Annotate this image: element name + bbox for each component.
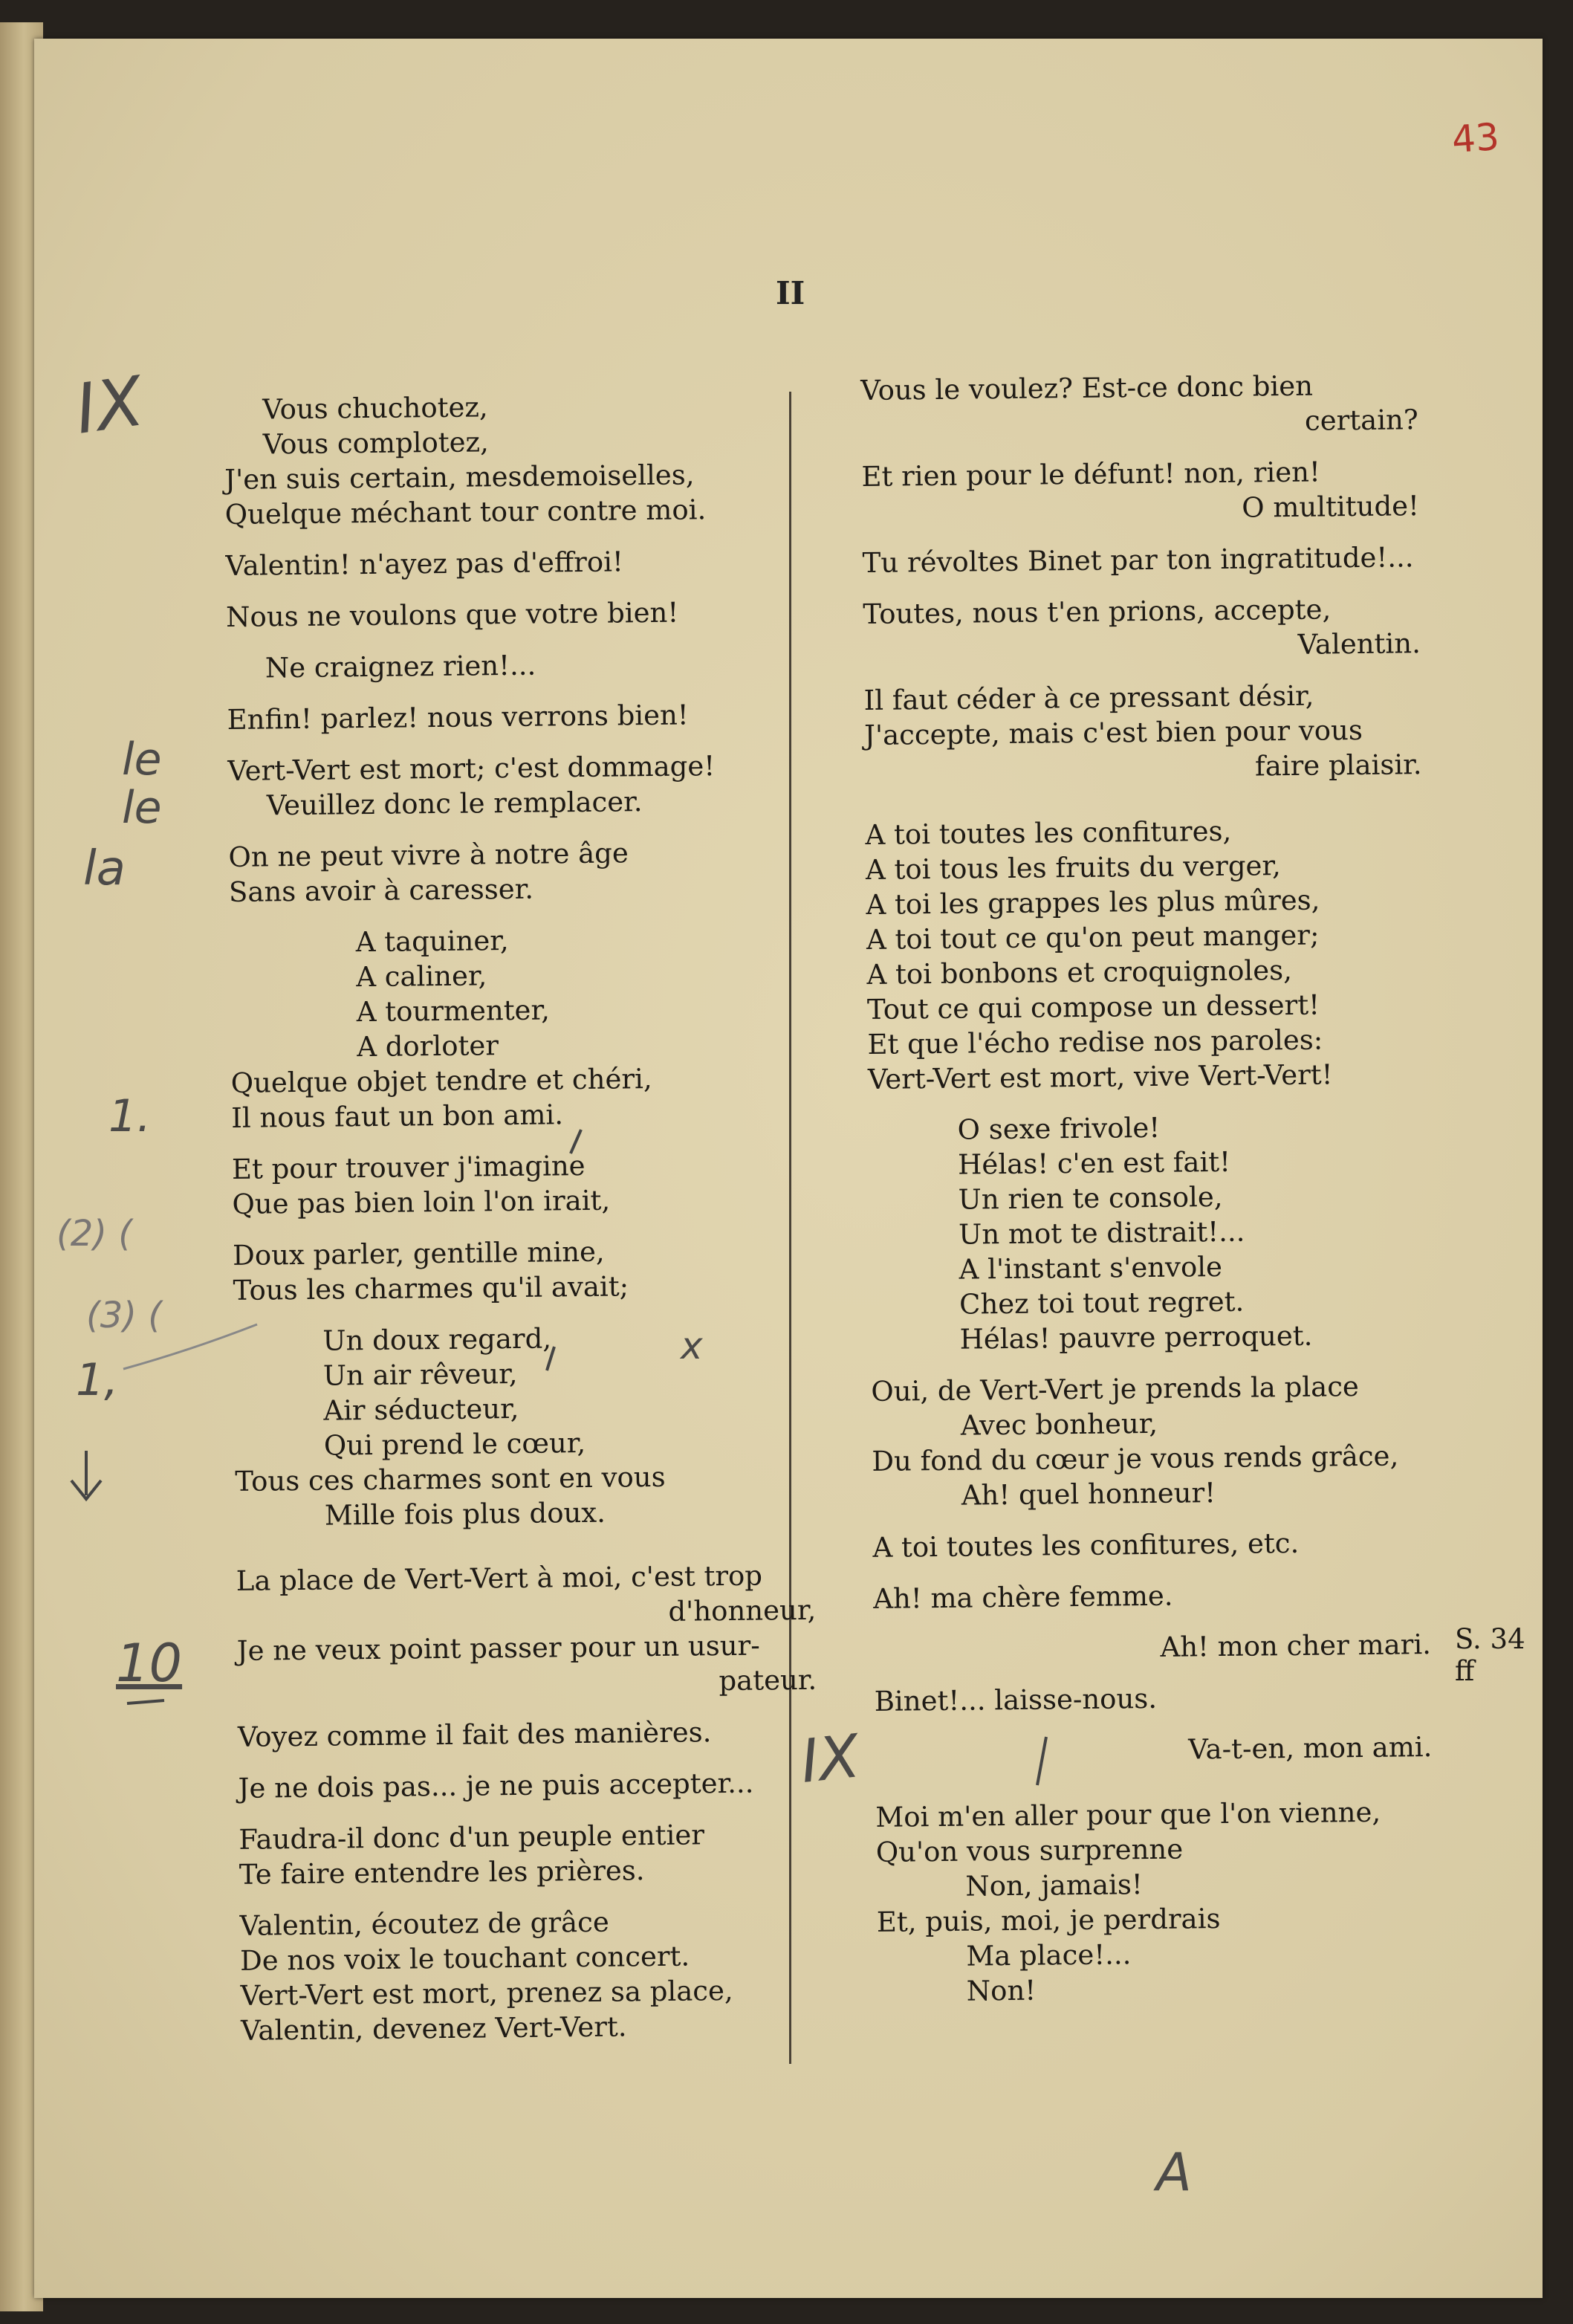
verse-line: pateur. [719, 1663, 817, 1697]
verse-line: Valentin! n'ayez pas d'effroi! [225, 546, 624, 582]
pencil-stroke [123, 1324, 257, 1369]
verse-line: A toi toutes les confitures, etc. [872, 1527, 1300, 1564]
pencil-strokes [34, 39, 1543, 2298]
verse-line: Il nous faut un bon ami. [231, 1098, 564, 1134]
verse-line: certain? [1304, 404, 1418, 437]
verse-line: Enfin! parlez! nous verrons bien! [227, 699, 689, 736]
verse-line: Tous les charmes qu'il avait; [233, 1270, 629, 1307]
verse-line: Un air rêveur, [322, 1357, 518, 1392]
verse-line: Il faut céder à ce pressant désir, [863, 679, 1314, 716]
verse-line: Ah! quel honneur! [961, 1477, 1216, 1512]
verse-line: A taquiner, [355, 925, 509, 959]
verse-line: Vous complotez, [262, 426, 490, 461]
verse-line: La place de Vert-Vert à moi, c'est trop [236, 1559, 763, 1597]
verse-line: Que pas bien loin l'on irait, [232, 1184, 611, 1220]
pencil-mark: x [681, 1324, 703, 1367]
verse-line: Vous le voulez? Est-ce donc bien [860, 369, 1314, 407]
folio-number: 43 [1450, 114, 1501, 162]
verse-line: Un rien te console, [958, 1180, 1223, 1216]
pencil-stroke [1037, 1737, 1046, 1785]
verse-line: Et, puis, moi, je perdrais [876, 1903, 1221, 1938]
verse-line: Ma place!... [966, 1938, 1132, 1972]
verse-line: Non! [966, 1974, 1037, 2007]
verse-line: Ne craignez rien!... [265, 649, 536, 684]
verse-line: Qui prend le cœur, [323, 1426, 586, 1462]
verse-line: Te faire entendre les prières. [239, 1854, 645, 1891]
verse-line: Hélas! c'en est fait! [957, 1145, 1231, 1181]
verse-line: Quelque méchant tour contre moi. [224, 493, 707, 531]
verse-line: faire plaisir. [1254, 748, 1422, 783]
verse-line: Je ne veux point passer pour un usur- [236, 1629, 760, 1667]
verse-line: Sans avoir à caresser. [228, 873, 534, 908]
verse-line: Moi m'en aller pour que l'on vienne, [875, 1796, 1381, 1833]
pencil-stroke [571, 1130, 581, 1153]
verse-line: Vert-Vert est mort; c'est dommage! [227, 750, 716, 787]
verse-line: Binet!... laisse-nous. [874, 1682, 1158, 1718]
verse-line: Mille fois plus doux. [324, 1496, 606, 1532]
verse-line: Avec bonheur, [960, 1407, 1158, 1442]
verse-line: Et que l'écho redise nos paroles: [867, 1023, 1323, 1061]
verse-line: Oui, de Vert-Vert je prends la place [871, 1370, 1360, 1408]
verse-line: Vous chuchotez, [262, 391, 488, 426]
verse-line: A toi toutes les confitures, [865, 815, 1232, 851]
verse-line: Air séducteur, [323, 1392, 519, 1427]
section-numeral: II [776, 275, 805, 311]
pencil-mark: A [1156, 2142, 1192, 2203]
verse-line: Faudra-il donc d'un peuple entier [239, 1819, 705, 1856]
verse-line: A toi tous les fruits du verger, [865, 849, 1282, 886]
book-page [34, 39, 1543, 2298]
stage-direction-note: S. 34 ff [1455, 1623, 1525, 1687]
verse-line: Tout ce qui compose un dessert! [866, 988, 1320, 1026]
verse-line: Vert-Vert est mort, vive Vert-Vert! [867, 1058, 1333, 1095]
verse-line: Valentin, écoutez de grâce [239, 1906, 609, 1942]
pencil-mark: (2) ( [56, 1213, 132, 1255]
verse-line: J'accepte, mais c'est bien pour vous [863, 713, 1363, 751]
verse-line: Ah! ma chère femme. [873, 1579, 1173, 1615]
verse-line: Tu révoltes Binet par ton ingratitude!... [862, 541, 1414, 579]
verse-line: Valentin. [1297, 627, 1421, 661]
verse-line: O sexe frivole! [957, 1111, 1161, 1146]
verse-line: Valentin, devenez Vert-Vert. [240, 2010, 627, 2047]
verse-line: Non, jamais! [965, 1868, 1143, 1903]
pencil-stroke [127, 1700, 164, 1703]
verse-line: Qu'on vous surprenne [875, 1833, 1184, 1868]
pencil-mark: IX [70, 361, 149, 450]
verse-line: Vert-Vert est mort, prenez sa place, [240, 1974, 733, 2012]
pencil-mark: la [83, 841, 126, 896]
pencil-mark: 1. [108, 1090, 152, 1142]
verse-line: A caliner, [356, 959, 487, 994]
verse-line: Voyez comme il fait des manières. [237, 1716, 712, 1753]
verse-line: A tourmenter, [356, 994, 551, 1029]
verse-line: Quelque objet tendre et chéri, [230, 1063, 652, 1099]
verse-line: A toi les grappes les plus mûres, [866, 884, 1320, 921]
verse-line: Je ne dois pas... je ne puis accepter... [238, 1767, 754, 1805]
verse-line: Va-t-en, mon ami. [1187, 1731, 1433, 1766]
verse-line: A toi tout ce qu'on peut manger; [866, 919, 1320, 956]
verse-line: J'en suis certain, mesdemoiselles, [224, 459, 695, 496]
verse-line: d'honneur, [668, 1593, 817, 1628]
verse-line: Un doux regard, [322, 1322, 552, 1357]
pencil-mark: 1, [76, 1354, 119, 1406]
verse-line: A dorloter [357, 1029, 499, 1064]
verse-line: Chez toi tout regret. [959, 1285, 1245, 1321]
verse-line: O multitude! [1241, 490, 1420, 524]
verse-line: Et rien pour le défunt! non, rien! [861, 456, 1321, 493]
verse-line: Du fond du cœur je vous rends grâce, [872, 1440, 1399, 1477]
verse-line: A toi bonbons et croquignoles, [866, 954, 1293, 991]
verse-line: Et pour trouver j'imagine [231, 1149, 586, 1185]
pencil-mark: IX [797, 1721, 863, 1796]
verse-line: Hélas! pauvre perroquet. [959, 1319, 1313, 1356]
pencil-mark: le [122, 782, 162, 834]
verse-line: A l'instant s'envole [959, 1250, 1223, 1286]
pencil-stroke [547, 1347, 554, 1370]
verse-line: Veuillez donc le remplacer. [266, 786, 643, 822]
verse-line: Nous ne voulons que votre bien! [225, 596, 679, 633]
verse-line: On ne peut vivre à notre âge [228, 837, 629, 873]
verse-line: Un mot te distrait!... [958, 1215, 1245, 1251]
pencil-mark: (3) ( [86, 1295, 162, 1336]
pencil-mark: 10 [116, 1633, 183, 1694]
verse-line: Ah! mon cher mari. [1160, 1628, 1432, 1663]
pencil-stroke [71, 1451, 101, 1499]
verse-line: De nos voix le touchant concert. [239, 1940, 690, 1977]
verse-line: Tous ces charmes sont en vous [235, 1460, 666, 1498]
verse-line: Doux parler, gentille mine, [232, 1235, 605, 1272]
verse-line: Toutes, nous t'en prions, accepte, [863, 593, 1332, 630]
pencil-mark: le [122, 734, 162, 786]
